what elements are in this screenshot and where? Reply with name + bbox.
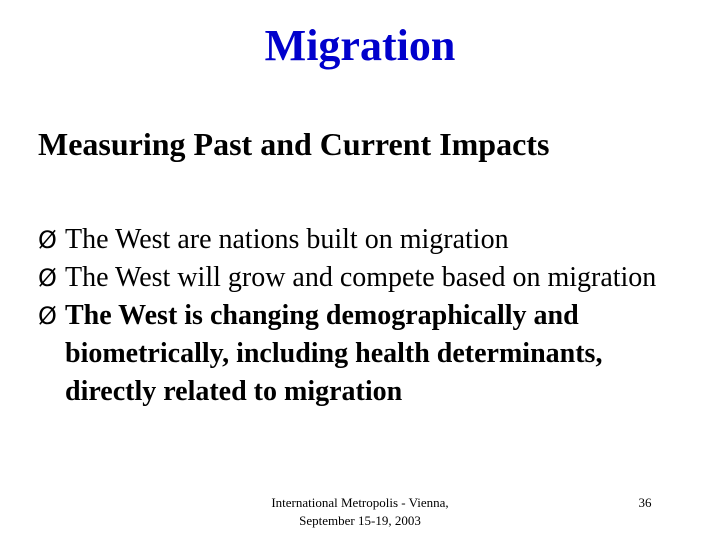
page-number: 36 — [638, 495, 652, 510]
bullet-item-1 — [38, 221, 698, 259]
bullet-text-2: The West will grow and compete based on migration — [65, 262, 657, 293]
slide-subtitle: Measuring Past and Current Impacts — [38, 126, 550, 162]
footer-line-2: September 15-19, 2003 — [299, 513, 421, 528]
bullet-item-2 — [38, 259, 698, 297]
bullet-list — [38, 221, 698, 411]
footer-line-1: International Metropolis - Vienna, — [271, 495, 449, 510]
bullet-text-3: The West is changing demographically and biometrically, including health determinants, directly related to migration — [65, 300, 603, 407]
bullet-text-1: The West are nations built on migration — [65, 224, 509, 255]
bullet-item-3 — [38, 297, 698, 411]
arrow-bullet-icon: Ø — [38, 264, 57, 292]
slide-title: Migration — [264, 21, 456, 70]
footer-conference — [210, 494, 510, 530]
arrow-bullet-icon: Ø — [38, 226, 57, 254]
arrow-bullet-icon: Ø — [38, 302, 57, 330]
